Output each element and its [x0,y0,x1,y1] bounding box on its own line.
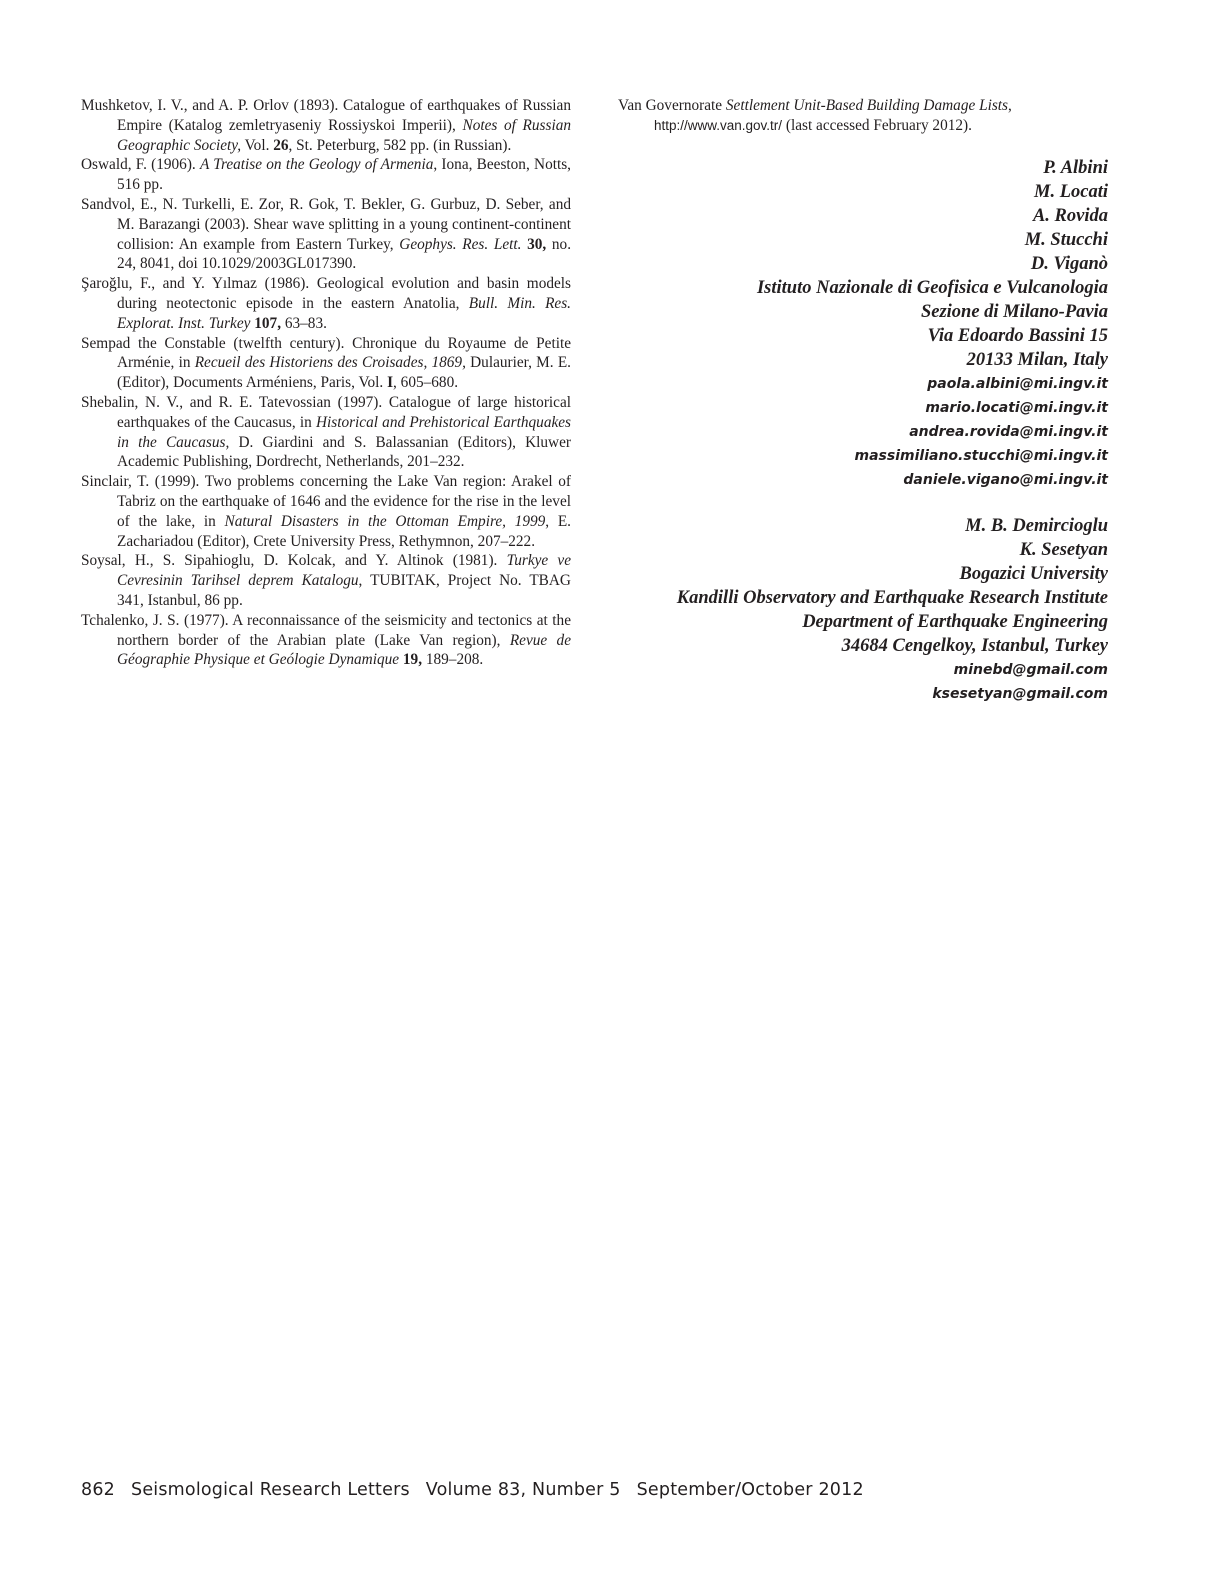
ref-text: Soysal, H., S. Sipahioglu, D. Kolcak, and Y. Altinok (1981). [81,552,507,570]
ref-text: Sinclair, T. (1999). Two problems concerning the Lake Van region: Arakel of Tabriz on the earthquake of 1646 and the evidence for the rise in the level of the lake, in [81,473,571,530]
email-link[interactable]: minebd@gmail.com [953,661,1108,678]
reference-shebalin [81,393,571,472]
ref-text: Şaroğlu, F., and Y. Yılmaz (1986). Geological evolution and basin models during neotectonic episode in the eastern Anatolia, [81,275,571,312]
ref-volume: 26 [273,136,289,154]
ref-text: no. 24, 8041, doi 10.1029/2003GL017390. [117,235,572,273]
city-address: 20133 Milan, Italy [966,349,1108,370]
author-name: M. Locati [1034,181,1108,202]
ref-text: , [1008,97,1012,114]
reference-list-left [81,96,571,670]
institution-section: Sezione di Milano-Pavia [920,301,1108,322]
page-number: 862 [81,1480,116,1500]
page-footer [81,1480,880,1500]
ref-title: Turkye ve Cevresinin Tarihsel deprem Katalogu [117,552,571,590]
ref-volume: 30, [527,235,547,253]
institution-name: Istituto Nazionale di Geofisica e Vulcanologia [756,277,1108,298]
ref-text: , TUBITAK, Project No. TBAG 341, Istanbul, 86 pp. [117,572,571,609]
author-name: M. Stucchi [1024,229,1108,250]
author-name: M. B. Demircioglu [965,515,1108,536]
ref-text: (last accessed February 2012). [782,116,972,134]
author-name: P. Albini [1043,157,1108,178]
ref-journal: Geophys. Res. Lett. [399,235,522,253]
department-name: Department of Earthquake Engineering [802,611,1108,632]
issue-date: September/October 2012 [636,1480,864,1500]
institution-name: Bogazici University [959,563,1108,584]
ref-journal: Notes of Russian Geographic Society, [117,116,571,154]
email-link[interactable]: mario.locati@mi.ingv.it [925,399,1108,416]
ref-volume: I [387,374,394,392]
ref-volume: 19, [402,651,423,669]
reference-mushketov [81,96,571,155]
ref-text: Mushketov, I. V., and A. P. Orlov (1893). Catalogue of earthquakes of Russian Empire (Katalog zemletryaseniy Rossiyskoi Imperii), [81,97,571,134]
ref-text: , St. Peterburg, 582 pp. (in Russian). [288,136,512,154]
reference-soysal [81,551,571,610]
reference-sinclair [81,472,571,551]
right-column [618,96,1108,706]
affiliation-block-ingv [618,156,1108,492]
city-address: 34684 Cengelkoy, Istanbul, Turkey [841,635,1108,656]
reference-saroglu [81,274,571,333]
ref-text: Vol. [241,136,274,154]
street-address: Via Edoardo Bassini 15 [927,325,1108,346]
ref-text: Sandvol, E., N. Turkelli, E. Zor, R. Gok, T. Bekler, G. Gurbuz, D. Seber, and M. Barazangi (2003). Shear wave splitting in a young continent-continent collision: An example from Eastern Turkey, [81,195,571,253]
ref-title: Natural Disasters in the Ottoman Empire, 1999 [224,512,546,530]
ref-text: , 605–680. [393,374,459,392]
ref-text: 63–83. [281,314,327,332]
journal-name: Seismological Research Letters [131,1480,410,1500]
ref-journal: Revue de Géographie Physique et Geólogie Dynamique [117,631,571,669]
ref-title: Settlement Unit-Based Building Damage Lists [725,97,1009,114]
ref-text: D. Giardini and S. Balassanian (Editors), Kluwer Academic Publishing, Dordrecht, Netherlands, 201–232. [117,433,571,471]
email-link[interactable]: massimiliano.stucchi@mi.ingv.it [854,447,1108,464]
ref-text: Van Governorate [618,97,726,114]
ref-text: 189–208. [422,651,484,669]
author-name: D. Viganò [1030,253,1108,274]
ref-volume: 107, [254,314,282,332]
email-link[interactable]: ksesetyan@gmail.com [932,685,1108,702]
volume-info: Volume 83, Number 5 [425,1480,621,1500]
author-name: K. Sesetyan [1019,539,1108,560]
email-link[interactable]: paola.albini@mi.ingv.it [927,375,1108,392]
ref-journal: Bull. Min. Res. Explorat. Inst. Turkey [117,294,571,332]
reference-van-governorate [618,96,1108,136]
reference-sandvol [81,195,571,274]
ref-title: A Treatise on the Geology of Armenia [200,156,434,174]
ref-text: Tchalenko, J. S. (1977). A reconnaissance of the seismicity and tectonics at the northern border of the Arabian plate (Lake Van region), [81,611,571,649]
institution-section: Kandilli Observatory and Earthquake Research Institute [676,587,1108,608]
email-link[interactable]: daniele.vigano@mi.ingv.it [903,471,1108,488]
ref-text: Shebalin, N. V., and R. E. Tatevossian (1997). Catalogue of large historical earthquakes of the Caucasus, in [81,393,571,431]
author-name: A. Rovida [1032,205,1108,226]
ref-text: Oswald, F. (1906). [81,156,200,174]
ref-url-link[interactable]: http://www.van.gov.tr/ [654,117,783,133]
reference-sempad [81,334,571,393]
ref-text: Dulaurier, M. E. (Editor), Documents Arméniens, Paris, Vol. [117,354,571,392]
ref-title: Recueil des Historiens des Croisades, 1869, [194,354,466,372]
ref-text: , E. Zachariadou (Editor), Crete University Press, Rethymnon, 207–222. [117,512,571,550]
email-link[interactable]: andrea.rovida@mi.ingv.it [909,423,1108,440]
ref-text: Sempad the Constable (twelfth century). Chronique du Royaume de Petite Arménie, in [81,334,571,372]
reference-tchalenko [81,611,571,670]
reference-oswald [81,155,571,195]
ref-title: Historical and Prehistorical Earthquakes in the Caucasus, [117,413,571,451]
affiliation-block-bogazici [618,514,1108,706]
ref-text: , Iona, Beeston, Notts, 516 pp. [117,156,571,194]
